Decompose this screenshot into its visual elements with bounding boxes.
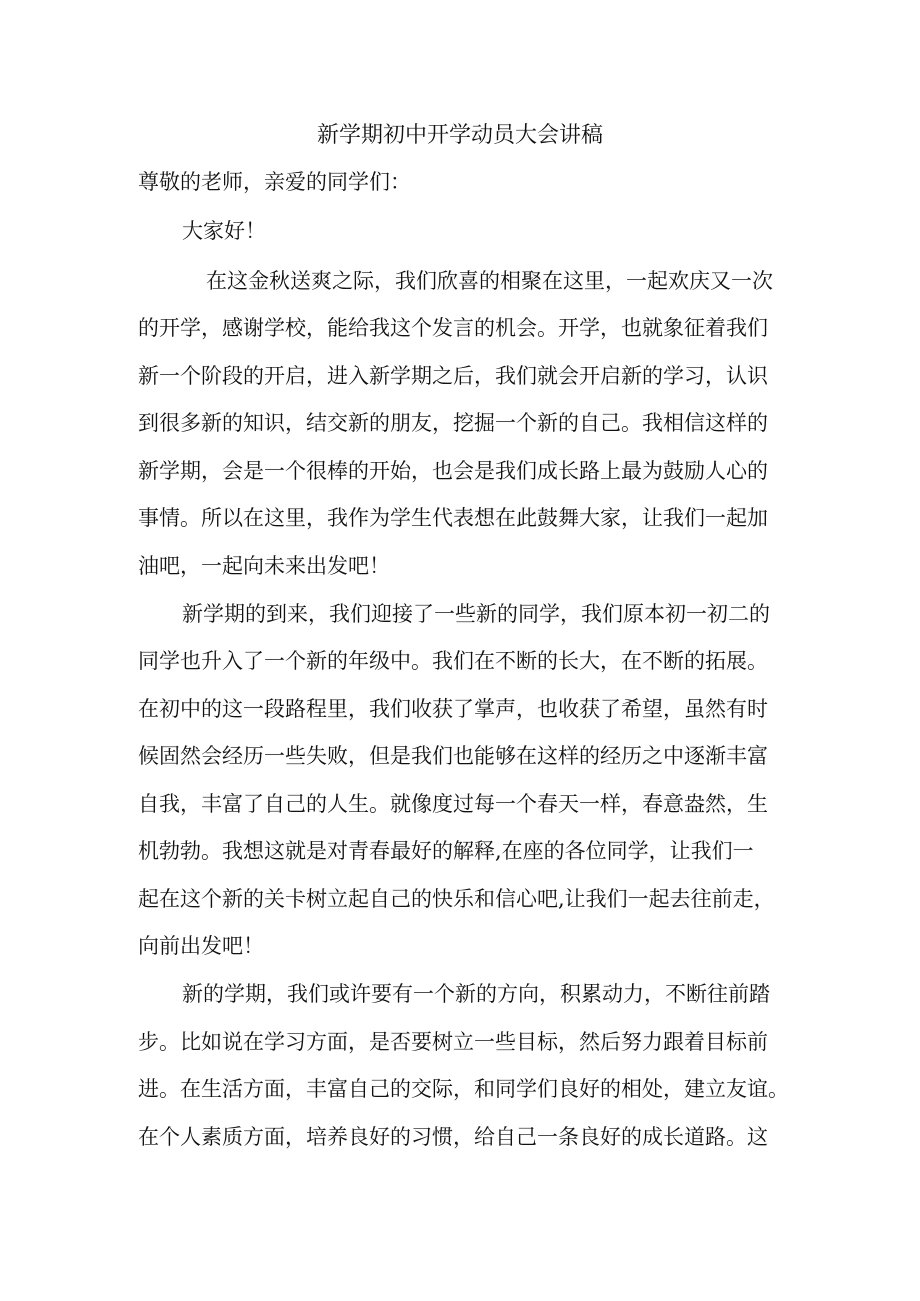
paragraph-2-line-1: 新学期的到来，我们迎接了一些新的同学，我们原本初一初二的 [182,602,770,626]
paragraph-2-line-6: 机勃勃。我想这就是对青春最好的解释,在座的各位同学，让我们一 [138,839,754,863]
hello-line: 大家好！ [182,219,266,243]
paragraph-3-line-2: 步。比如说在学习方面，是否要树立一些目标，然后努力跟着目标前 [138,1030,768,1054]
paragraph-1-line-5: 新学期，会是一个很棒的开始，也会是我们成长路上最为鼓励人心的 [138,459,768,483]
paragraph-2-line-3: 在初中的这一段路程里，我们收获了掌声，也收获了希望，虽然有时 [138,697,768,721]
paragraph-2-line-4: 候固然会经历一些失败，但是我们也能够在这样的经历之中逐渐丰富 [138,744,768,768]
paragraph-2-line-5: 自我，丰富了自己的人生。就像度过每一个春天一样，春意盎然，生 [138,792,768,816]
salutation: 尊敬的老师，亲爱的同学们： [138,170,411,194]
paragraph-2-line-2: 同学也升入了一个新的年级中。我们在不断的长大，在不断的拓展。 [138,649,768,673]
paragraph-1-line-4: 到很多新的知识，结交新的朋友，挖掘一个新的自己。我相信这样的 [138,411,768,435]
paragraph-3-line-1: 新的学期，我们或许要有一个新的方向，积累动力，不断往前踏 [182,982,770,1006]
paragraph-1-line-6: 事情。所以在这里，我作为学生代表想在此鼓舞大家，让我们一起加 [138,506,768,530]
paragraph-1-line-1: 在这金秋送爽之际，我们欣喜的相聚在这里，一起欢庆又一次 [206,269,773,293]
paragraph-1-line-2: 的开学，感谢学校，能给我这个发言的机会。开学，也就象征着我们 [138,316,768,340]
paragraph-2-line-8: 向前出发吧！ [138,934,264,958]
paragraph-3-line-3: 进。在生活方面，丰富自己的交际，和同学们良好的相处，建立友谊。 [138,1077,789,1101]
paragraph-1-line-3: 新一个阶段的开启，进入新学期之后，我们就会开启新的学习，认识 [138,364,768,388]
paragraph-2-line-7: 起在这个新的关卡树立起自己的快乐和信心吧,让我们一起去往前走， [138,887,775,911]
paragraph-3-line-4: 在个人素质方面，培养良好的习惯，给自己一条良好的成长道路。这 [138,1125,768,1149]
paragraph-1-line-7: 油吧，一起向未来出发吧！ [138,554,390,578]
document-title: 新学期初中开学动员大会讲稿 [316,123,603,148]
